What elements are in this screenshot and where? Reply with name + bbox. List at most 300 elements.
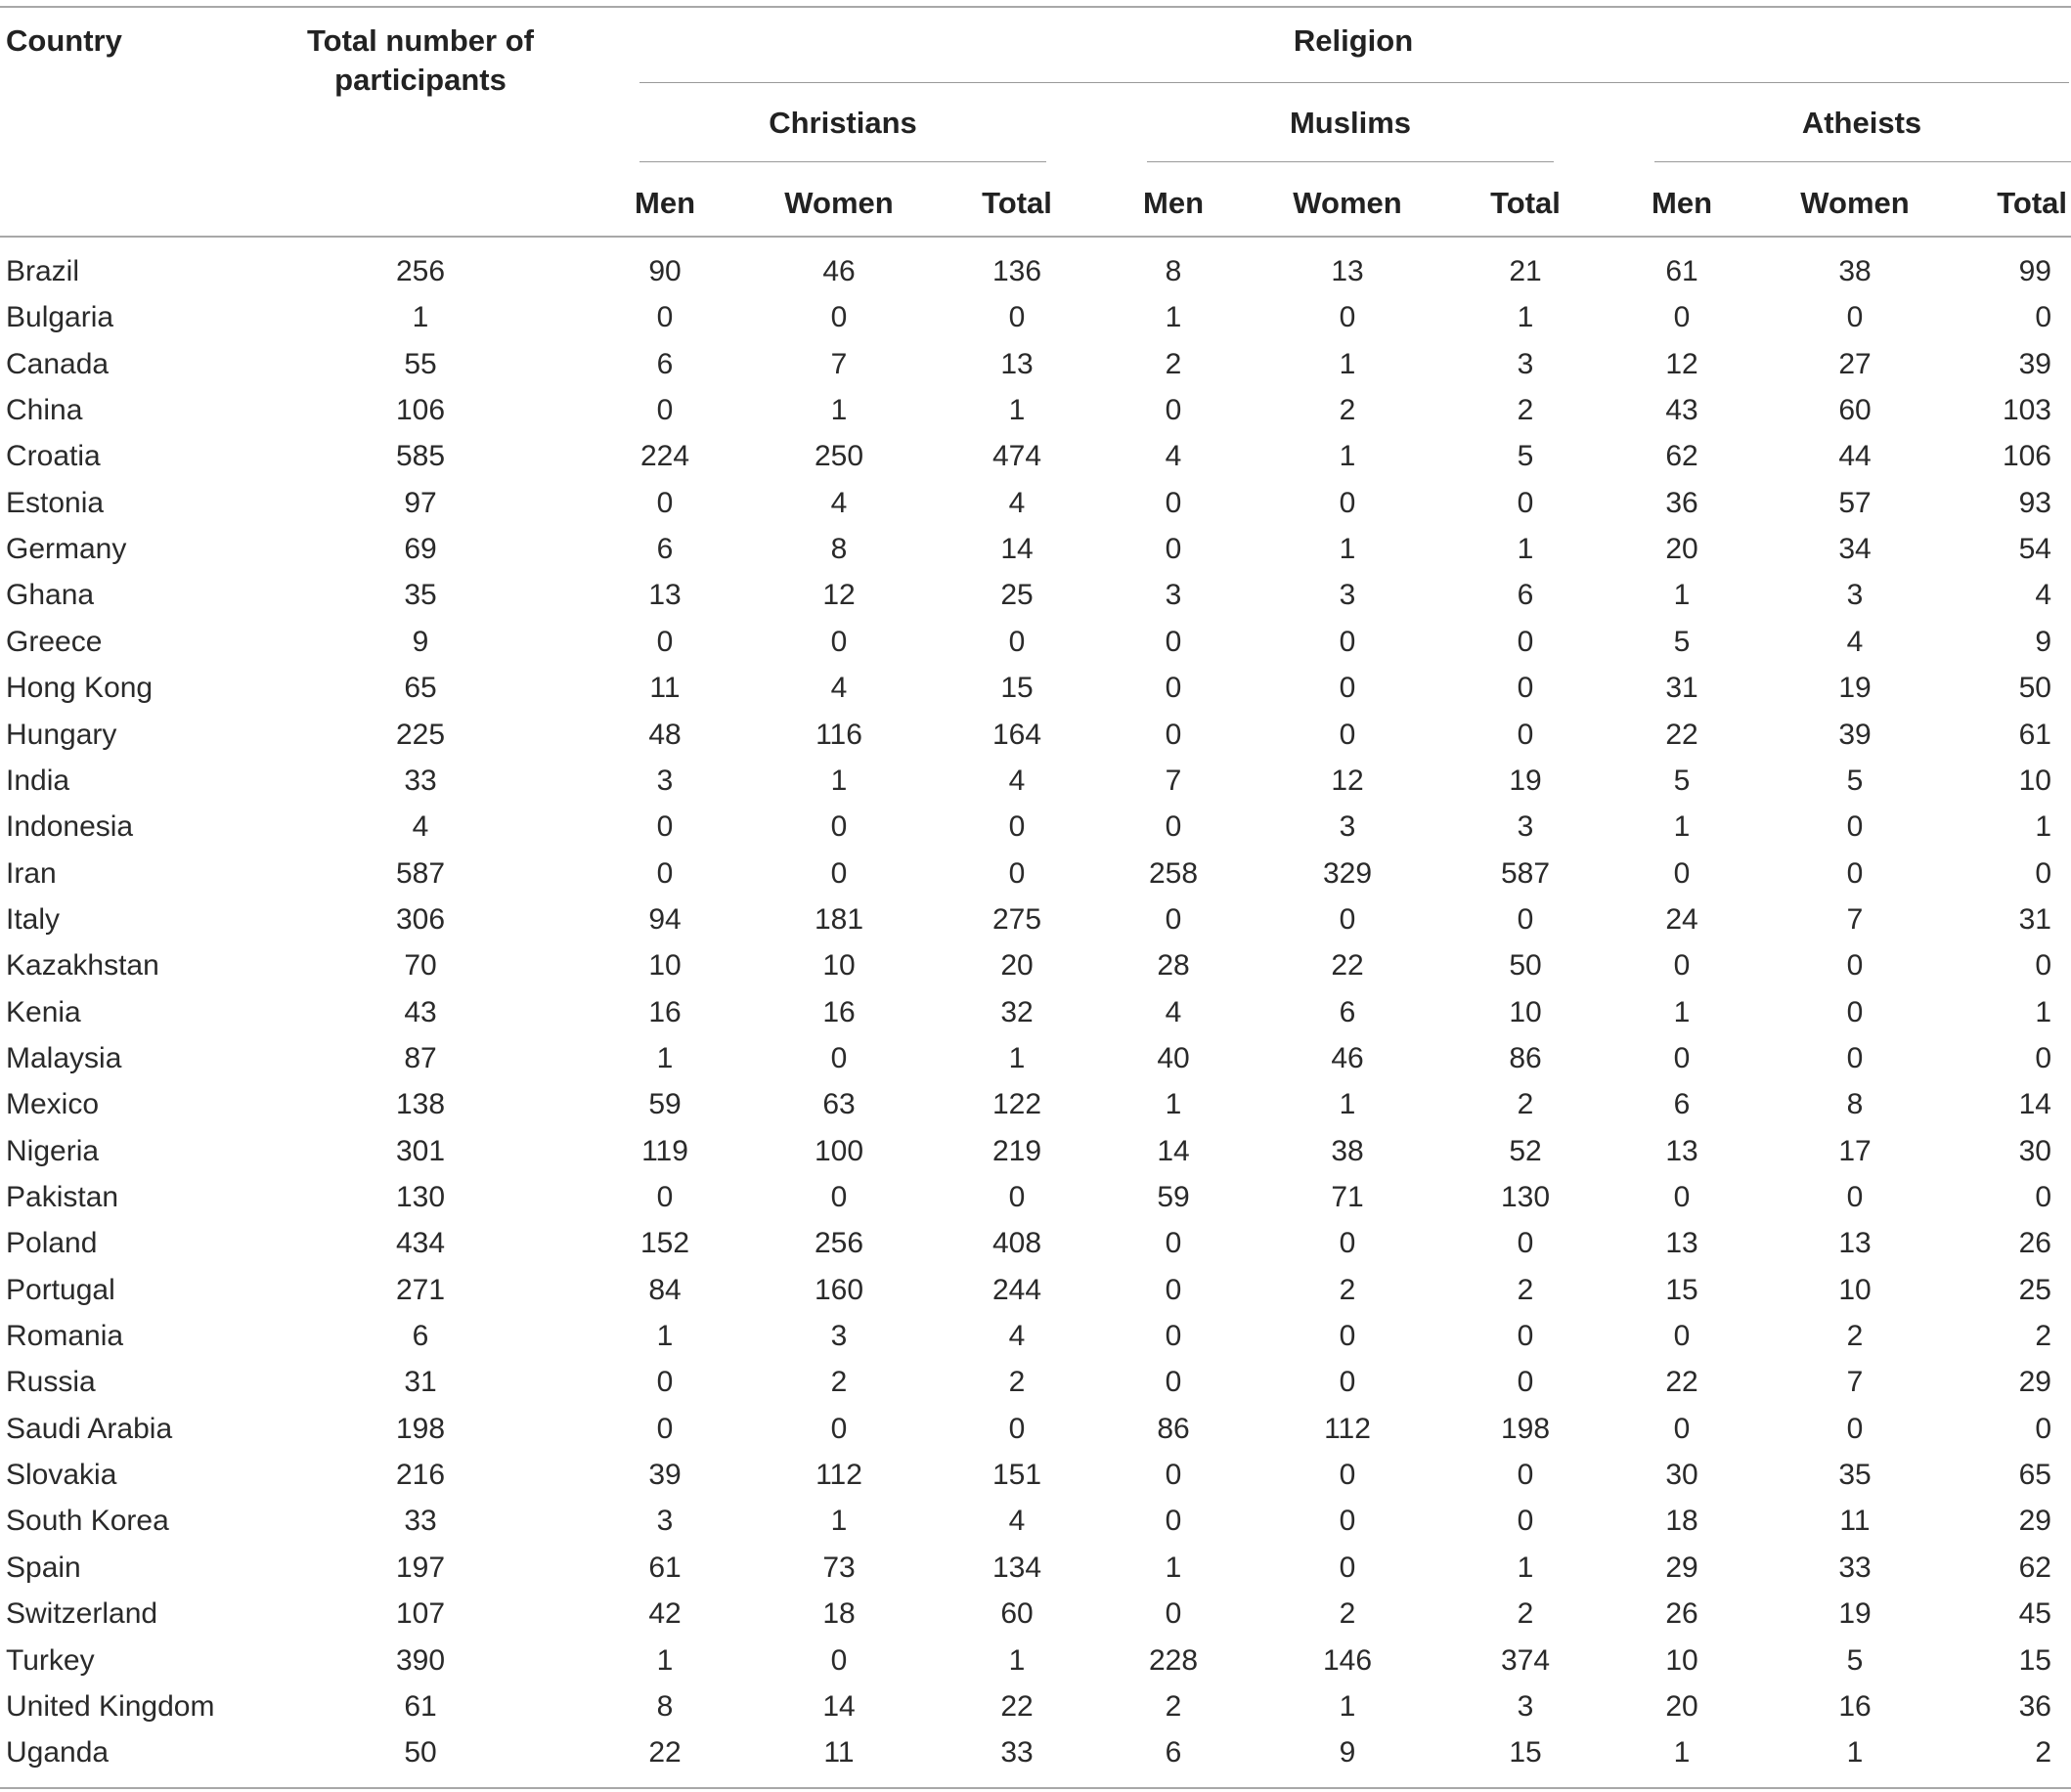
- country-cell: Kenia: [6, 996, 81, 1028]
- value-cell-christians-women: 46: [822, 255, 856, 287]
- value-cell-christians-women: 250: [814, 440, 864, 472]
- value-cell-muslims-women: 0: [1339, 301, 1356, 333]
- value-cell-atheists-men: 1: [1673, 996, 1691, 1028]
- value-cell-muslims-women: 3: [1339, 579, 1356, 611]
- value-cell-muslims-men: 0: [1165, 1320, 1182, 1352]
- value-cell-muslims-men: 0: [1165, 626, 1182, 658]
- total-participants-cell: 4: [412, 810, 429, 843]
- value-cell-christians-women: 0: [830, 1181, 848, 1213]
- header-atheists: Atheists: [1801, 106, 1922, 140]
- value-cell-atheists-men: 0: [1673, 857, 1691, 890]
- total-participants-cell: 434: [395, 1227, 446, 1259]
- value-cell-atheists-women: 0: [1846, 1413, 1864, 1445]
- value-cell-atheists-total: 65: [2018, 1459, 2051, 1491]
- value-cell-muslims-men: 59: [1157, 1181, 1190, 1213]
- value-cell-christians-women: 181: [814, 903, 864, 936]
- value-cell-atheists-total: 2: [2035, 1320, 2051, 1352]
- country-cell: Germany: [6, 533, 127, 565]
- value-cell-atheists-women: 0: [1846, 1181, 1864, 1213]
- country-cell: South Korea: [6, 1505, 169, 1537]
- value-cell-muslims-women: 1: [1339, 440, 1356, 472]
- country-cell: Iran: [6, 857, 57, 890]
- value-cell-christians-total: 474: [991, 440, 1042, 472]
- value-cell-muslims-women: 0: [1339, 719, 1356, 751]
- value-cell-muslims-men: 0: [1165, 810, 1182, 843]
- value-cell-atheists-men: 0: [1673, 1181, 1691, 1213]
- value-cell-muslims-men: 1: [1165, 301, 1182, 333]
- total-participants-cell: 61: [404, 1690, 437, 1723]
- value-cell-atheists-total: 103: [2002, 394, 2051, 426]
- country-cell: Pakistan: [6, 1181, 119, 1213]
- bottom-rule: [0, 1787, 2071, 1789]
- total-participants-cell: 271: [395, 1274, 446, 1306]
- muslims-rule: [1147, 161, 1554, 162]
- value-cell-atheists-women: 0: [1846, 996, 1864, 1028]
- subheader-muslims-women: Women: [1293, 186, 1402, 220]
- value-cell-atheists-women: 60: [1838, 394, 1872, 426]
- country-cell: Hong Kong: [6, 672, 154, 704]
- value-cell-muslims-men: 0: [1165, 1274, 1182, 1306]
- value-cell-christians-men: 11: [649, 672, 681, 704]
- value-cell-muslims-total: 0: [1517, 1366, 1534, 1398]
- value-cell-christians-total: 25: [1000, 579, 1034, 611]
- value-cell-atheists-men: 1: [1673, 1736, 1691, 1769]
- value-cell-christians-men: 10: [648, 949, 682, 982]
- value-cell-atheists-men: 5: [1673, 626, 1691, 658]
- value-cell-muslims-women: 112: [1324, 1413, 1371, 1445]
- country-cell: Switzerland: [6, 1597, 158, 1630]
- value-cell-muslims-women: 0: [1339, 903, 1356, 936]
- value-cell-muslims-total: 0: [1517, 903, 1534, 936]
- header-total-participants-line1: Total number of: [307, 23, 534, 58]
- value-cell-christians-men: 0: [656, 394, 674, 426]
- header-country: Country: [6, 23, 122, 58]
- value-cell-christians-women: 256: [814, 1227, 864, 1259]
- value-cell-christians-total: 1: [1008, 1042, 1026, 1074]
- value-cell-christians-total: 22: [1000, 1690, 1034, 1723]
- value-cell-atheists-men: 43: [1665, 394, 1698, 426]
- total-participants-cell: 106: [395, 394, 446, 426]
- value-cell-christians-men: 0: [656, 1413, 674, 1445]
- value-cell-atheists-total: 29: [2018, 1505, 2051, 1537]
- value-cell-christians-women: 0: [830, 1042, 848, 1074]
- value-cell-christians-men: 1: [656, 1042, 674, 1074]
- value-cell-muslims-men: 258: [1148, 857, 1199, 890]
- value-cell-muslims-men: 1: [1165, 1088, 1182, 1120]
- country-cell: Mexico: [6, 1088, 100, 1120]
- value-cell-atheists-women: 7: [1846, 1366, 1864, 1398]
- value-cell-christians-men: 59: [648, 1088, 682, 1120]
- value-cell-christians-women: 0: [830, 857, 848, 890]
- country-cell: Portugal: [6, 1274, 115, 1306]
- value-cell-atheists-men: 0: [1673, 1320, 1691, 1352]
- value-cell-atheists-women: 0: [1846, 857, 1864, 890]
- value-cell-muslims-women: 146: [1322, 1644, 1373, 1677]
- value-cell-atheists-women: 38: [1838, 255, 1872, 287]
- value-cell-christians-women: 0: [830, 810, 848, 843]
- value-cell-muslims-men: 2: [1165, 1690, 1182, 1723]
- value-cell-muslims-total: 5: [1517, 440, 1534, 472]
- value-cell-muslims-total: 19: [1509, 765, 1542, 797]
- value-cell-atheists-men: 10: [1665, 1644, 1698, 1677]
- value-cell-christians-men: 42: [648, 1597, 682, 1630]
- value-cell-muslims-women: 329: [1322, 857, 1373, 890]
- value-cell-christians-total: 4: [1008, 1505, 1026, 1537]
- value-cell-muslims-total: 1: [1517, 533, 1534, 565]
- value-cell-christians-men: 0: [656, 857, 674, 890]
- value-cell-atheists-women: 13: [1838, 1227, 1872, 1259]
- value-cell-muslims-women: 13: [1331, 255, 1364, 287]
- value-cell-atheists-women: 7: [1846, 903, 1864, 936]
- value-cell-muslims-total: 2: [1517, 394, 1534, 426]
- value-cell-atheists-women: 0: [1846, 301, 1864, 333]
- value-cell-christians-women: 14: [822, 1690, 856, 1723]
- value-cell-muslims-men: 0: [1165, 1597, 1182, 1630]
- value-cell-christians-men: 152: [639, 1227, 690, 1259]
- total-participants-cell: 97: [404, 487, 437, 519]
- total-participants-cell: 43: [404, 996, 437, 1028]
- value-cell-christians-men: 3: [656, 765, 674, 797]
- total-participants-cell: 216: [395, 1459, 446, 1491]
- value-cell-muslims-women: 1: [1339, 348, 1356, 380]
- value-cell-atheists-women: 0: [1846, 1042, 1864, 1074]
- value-cell-christians-women: 1: [830, 1505, 848, 1537]
- country-cell: Nigeria: [6, 1135, 100, 1167]
- value-cell-atheists-men: 24: [1665, 903, 1698, 936]
- value-cell-atheists-women: 11: [1839, 1505, 1871, 1537]
- value-cell-muslims-total: 0: [1517, 1320, 1534, 1352]
- value-cell-atheists-women: 3: [1846, 579, 1864, 611]
- value-cell-christians-women: 4: [830, 487, 848, 519]
- value-cell-christians-women: 11: [823, 1736, 855, 1769]
- value-cell-atheists-total: 29: [2018, 1366, 2051, 1398]
- value-cell-christians-women: 160: [814, 1274, 864, 1306]
- subheader-atheists-women: Women: [1800, 186, 1910, 220]
- value-cell-atheists-total: 106: [2002, 440, 2051, 472]
- value-cell-muslims-total: 0: [1517, 719, 1534, 751]
- total-participants-cell: 587: [395, 857, 446, 890]
- country-cell: Croatia: [6, 440, 101, 472]
- value-cell-muslims-women: 22: [1331, 949, 1364, 982]
- value-cell-atheists-total: 1: [2035, 996, 2051, 1028]
- value-cell-muslims-women: 12: [1331, 765, 1364, 797]
- value-cell-atheists-men: 13: [1665, 1227, 1698, 1259]
- value-cell-christians-men: 22: [648, 1736, 682, 1769]
- total-participants-cell: 1: [412, 301, 429, 333]
- country-cell: Canada: [6, 348, 110, 380]
- value-cell-atheists-total: 15: [2018, 1644, 2051, 1677]
- value-cell-muslims-women: 9: [1339, 1736, 1356, 1769]
- value-cell-atheists-women: 34: [1838, 533, 1872, 565]
- value-cell-christians-total: 0: [1008, 626, 1026, 658]
- value-cell-muslims-men: 0: [1165, 487, 1182, 519]
- value-cell-muslims-women: 1: [1339, 1088, 1356, 1120]
- country-cell: Ghana: [6, 579, 95, 611]
- value-cell-atheists-total: 45: [2018, 1597, 2051, 1630]
- value-cell-christians-women: 1: [830, 765, 848, 797]
- value-cell-christians-men: 94: [648, 903, 682, 936]
- value-cell-atheists-women: 27: [1838, 348, 1872, 380]
- value-cell-christians-total: 136: [991, 255, 1042, 287]
- value-cell-christians-total: 151: [991, 1459, 1042, 1491]
- value-cell-muslims-total: 3: [1517, 348, 1534, 380]
- value-cell-atheists-women: 19: [1838, 1597, 1872, 1630]
- value-cell-christians-women: 8: [830, 533, 848, 565]
- value-cell-muslims-women: 2: [1339, 1274, 1356, 1306]
- value-cell-christians-total: 0: [1008, 810, 1026, 843]
- value-cell-muslims-total: 3: [1517, 810, 1534, 843]
- total-participants-cell: 256: [395, 255, 446, 287]
- value-cell-muslims-total: 50: [1509, 949, 1542, 982]
- value-cell-atheists-total: 31: [2018, 903, 2051, 936]
- subheader-christians-women: Women: [784, 186, 894, 220]
- value-cell-muslims-total: 2: [1517, 1274, 1534, 1306]
- value-cell-atheists-total: 99: [2018, 255, 2051, 287]
- value-cell-christians-women: 7: [830, 348, 848, 380]
- value-cell-christians-men: 84: [648, 1274, 682, 1306]
- total-participants-cell: 130: [395, 1181, 446, 1213]
- value-cell-atheists-women: 1: [1846, 1736, 1864, 1769]
- value-cell-atheists-women: 35: [1838, 1459, 1872, 1491]
- value-cell-christians-total: 0: [1008, 1181, 1026, 1213]
- value-cell-atheists-men: 20: [1665, 533, 1698, 565]
- religion-rule: [639, 82, 2069, 83]
- value-cell-christians-women: 73: [822, 1552, 856, 1584]
- value-cell-muslims-total: 587: [1500, 857, 1551, 890]
- value-cell-atheists-women: 19: [1838, 672, 1872, 704]
- value-cell-christians-women: 10: [822, 949, 856, 982]
- value-cell-atheists-women: 16: [1838, 1690, 1872, 1723]
- atheists-rule: [1654, 161, 2071, 162]
- value-cell-muslims-men: 28: [1157, 949, 1190, 982]
- country-cell: Brazil: [6, 255, 80, 287]
- value-cell-muslims-men: 4: [1165, 996, 1182, 1028]
- value-cell-muslims-women: 3: [1339, 810, 1356, 843]
- value-cell-muslims-women: 0: [1339, 1227, 1356, 1259]
- value-cell-muslims-total: 3: [1517, 1690, 1534, 1723]
- country-cell: Romania: [6, 1320, 124, 1352]
- value-cell-muslims-women: 2: [1339, 394, 1356, 426]
- value-cell-muslims-total: 0: [1517, 487, 1534, 519]
- value-cell-christians-total: 164: [991, 719, 1042, 751]
- value-cell-christians-men: 6: [656, 533, 674, 565]
- value-cell-christians-total: 13: [1000, 348, 1034, 380]
- total-participants-cell: 65: [404, 672, 437, 704]
- value-cell-atheists-women: 0: [1846, 949, 1864, 982]
- value-cell-muslims-men: 3: [1165, 579, 1182, 611]
- subheader-muslims-men: Men: [1143, 186, 1204, 220]
- value-cell-christians-men: 0: [656, 626, 674, 658]
- value-cell-christians-total: 134: [991, 1552, 1042, 1584]
- value-cell-muslims-total: 0: [1517, 626, 1534, 658]
- value-cell-atheists-men: 30: [1665, 1459, 1698, 1491]
- value-cell-christians-total: 4: [1008, 1320, 1026, 1352]
- value-cell-atheists-total: 0: [2035, 301, 2051, 333]
- value-cell-atheists-men: 0: [1673, 949, 1691, 982]
- value-cell-atheists-men: 18: [1665, 1505, 1698, 1537]
- value-cell-muslims-total: 15: [1509, 1736, 1542, 1769]
- value-cell-atheists-men: 12: [1665, 348, 1698, 380]
- value-cell-christians-women: 4: [830, 672, 848, 704]
- value-cell-muslims-men: 0: [1165, 672, 1182, 704]
- country-cell: Turkey: [6, 1644, 95, 1677]
- country-cell: United Kingdom: [6, 1690, 215, 1723]
- country-cell: Italy: [6, 903, 61, 936]
- country-cell: Uganda: [6, 1736, 110, 1769]
- value-cell-atheists-women: 17: [1838, 1135, 1872, 1167]
- value-cell-muslims-men: 0: [1165, 1505, 1182, 1537]
- value-cell-christians-men: 0: [656, 487, 674, 519]
- value-cell-atheists-total: 1: [2035, 810, 2051, 843]
- value-cell-christians-men: 90: [648, 255, 682, 287]
- value-cell-atheists-total: 61: [2018, 719, 2051, 751]
- value-cell-muslims-women: 0: [1339, 626, 1356, 658]
- total-participants-cell: 69: [404, 533, 437, 565]
- value-cell-atheists-women: 2: [1846, 1320, 1864, 1352]
- value-cell-muslims-total: 130: [1500, 1181, 1551, 1213]
- value-cell-atheists-men: 1: [1673, 579, 1691, 611]
- value-cell-atheists-total: 30: [2018, 1135, 2051, 1167]
- total-participants-cell: 55: [404, 348, 437, 380]
- value-cell-christians-total: 20: [1000, 949, 1034, 982]
- subheader-atheists-men: Men: [1652, 186, 1712, 220]
- value-cell-atheists-women: 0: [1846, 810, 1864, 843]
- total-participants-cell: 70: [404, 949, 437, 982]
- value-cell-atheists-total: 50: [2018, 672, 2051, 704]
- country-cell: Estonia: [6, 487, 105, 519]
- value-cell-christians-women: 0: [830, 1644, 848, 1677]
- value-cell-muslims-men: 0: [1165, 719, 1182, 751]
- country-cell: Russia: [6, 1366, 96, 1398]
- country-cell: Bulgaria: [6, 301, 114, 333]
- value-cell-christians-women: 16: [822, 996, 856, 1028]
- value-cell-muslims-men: 0: [1165, 1227, 1182, 1259]
- value-cell-atheists-men: 22: [1665, 1366, 1698, 1398]
- value-cell-muslims-men: 6: [1165, 1736, 1182, 1769]
- country-cell: Saudi Arabia: [6, 1413, 173, 1445]
- value-cell-christians-men: 224: [639, 440, 690, 472]
- value-cell-christians-men: 1: [656, 1320, 674, 1352]
- value-cell-atheists-men: 15: [1665, 1274, 1698, 1306]
- value-cell-atheists-women: 4: [1846, 626, 1864, 658]
- value-cell-muslims-men: 0: [1165, 903, 1182, 936]
- total-participants-cell: 107: [395, 1597, 446, 1630]
- christians-rule: [639, 161, 1046, 162]
- value-cell-muslims-women: 0: [1339, 487, 1356, 519]
- value-cell-atheists-women: 33: [1838, 1552, 1872, 1584]
- country-cell: Spain: [6, 1552, 81, 1584]
- country-cell: China: [6, 394, 83, 426]
- total-participants-cell: 301: [395, 1135, 446, 1167]
- value-cell-christians-women: 112: [815, 1459, 862, 1491]
- value-cell-atheists-men: 20: [1665, 1690, 1698, 1723]
- country-cell: Malaysia: [6, 1042, 122, 1074]
- value-cell-muslims-men: 0: [1165, 394, 1182, 426]
- value-cell-atheists-men: 29: [1665, 1552, 1698, 1584]
- subheader-christians-total: Total: [982, 186, 1052, 220]
- value-cell-atheists-men: 31: [1665, 672, 1698, 704]
- total-participants-cell: 390: [395, 1644, 446, 1677]
- value-cell-muslims-men: 40: [1157, 1042, 1190, 1074]
- value-cell-muslims-total: 0: [1517, 672, 1534, 704]
- value-cell-atheists-total: 62: [2018, 1552, 2051, 1584]
- value-cell-muslims-women: 1: [1339, 533, 1356, 565]
- value-cell-atheists-women: 44: [1838, 440, 1872, 472]
- value-cell-atheists-men: 6: [1673, 1088, 1691, 1120]
- value-cell-christians-men: 119: [641, 1135, 688, 1167]
- value-cell-muslims-total: 2: [1517, 1597, 1534, 1630]
- value-cell-christians-total: 1: [1008, 1644, 1026, 1677]
- value-cell-muslims-total: 86: [1509, 1042, 1542, 1074]
- value-cell-muslims-total: 1: [1517, 1552, 1534, 1584]
- value-cell-christians-women: 63: [822, 1088, 856, 1120]
- value-cell-atheists-total: 10: [2018, 765, 2051, 797]
- value-cell-christians-total: 1: [1008, 394, 1026, 426]
- value-cell-atheists-total: 0: [2035, 949, 2051, 982]
- value-cell-muslims-men: 0: [1165, 1366, 1182, 1398]
- value-cell-atheists-men: 0: [1673, 1413, 1691, 1445]
- value-cell-christians-women: 116: [815, 719, 862, 751]
- value-cell-christians-women: 1: [830, 394, 848, 426]
- value-cell-muslims-total: 0: [1517, 1505, 1534, 1537]
- value-cell-muslims-men: 86: [1157, 1413, 1190, 1445]
- header-total-participants-line2: participants: [334, 63, 507, 97]
- value-cell-atheists-total: 36: [2018, 1690, 2051, 1723]
- value-cell-atheists-women: 5: [1846, 1644, 1864, 1677]
- value-cell-muslims-women: 0: [1339, 1459, 1356, 1491]
- value-cell-christians-total: 32: [1000, 996, 1034, 1028]
- value-cell-muslims-men: 1: [1165, 1552, 1182, 1584]
- value-cell-muslims-men: 7: [1165, 765, 1182, 797]
- country-cell: Poland: [6, 1227, 98, 1259]
- value-cell-atheists-men: 62: [1665, 440, 1698, 472]
- value-cell-christians-total: 33: [1000, 1736, 1034, 1769]
- value-cell-muslims-women: 6: [1339, 996, 1356, 1028]
- value-cell-atheists-total: 9: [2035, 626, 2051, 658]
- header-muslims: Muslims: [1289, 106, 1412, 140]
- value-cell-muslims-total: 198: [1500, 1413, 1551, 1445]
- subheader-muslims-total: Total: [1490, 186, 1561, 220]
- value-cell-atheists-men: 36: [1665, 487, 1698, 519]
- value-cell-atheists-women: 5: [1846, 765, 1864, 797]
- total-participants-cell: 50: [404, 1736, 437, 1769]
- total-participants-cell: 306: [395, 903, 446, 936]
- value-cell-christians-men: 39: [648, 1459, 682, 1491]
- value-cell-christians-women: 12: [822, 579, 856, 611]
- value-cell-atheists-men: 61: [1665, 255, 1698, 287]
- value-cell-atheists-women: 8: [1846, 1088, 1864, 1120]
- value-cell-christians-women: 0: [830, 626, 848, 658]
- value-cell-christians-men: 8: [656, 1690, 674, 1723]
- value-cell-muslims-men: 0: [1165, 533, 1182, 565]
- value-cell-atheists-total: 4: [2035, 579, 2051, 611]
- value-cell-atheists-men: 0: [1673, 301, 1691, 333]
- value-cell-christians-men: 6: [656, 348, 674, 380]
- total-participants-cell: 31: [404, 1366, 437, 1398]
- header-christians: Christians: [769, 106, 917, 140]
- value-cell-atheists-total: 0: [2035, 857, 2051, 890]
- value-cell-christians-men: 0: [656, 301, 674, 333]
- value-cell-christians-total: 14: [1000, 533, 1034, 565]
- total-participants-cell: 33: [404, 765, 437, 797]
- value-cell-atheists-women: 10: [1838, 1274, 1872, 1306]
- value-cell-muslims-total: 21: [1509, 255, 1542, 287]
- value-cell-muslims-total: 10: [1509, 996, 1542, 1028]
- header-bottom-rule: [0, 236, 2071, 238]
- value-cell-muslims-men: 2: [1165, 348, 1182, 380]
- value-cell-muslims-total: 6: [1517, 579, 1534, 611]
- value-cell-christians-men: 61: [648, 1552, 682, 1584]
